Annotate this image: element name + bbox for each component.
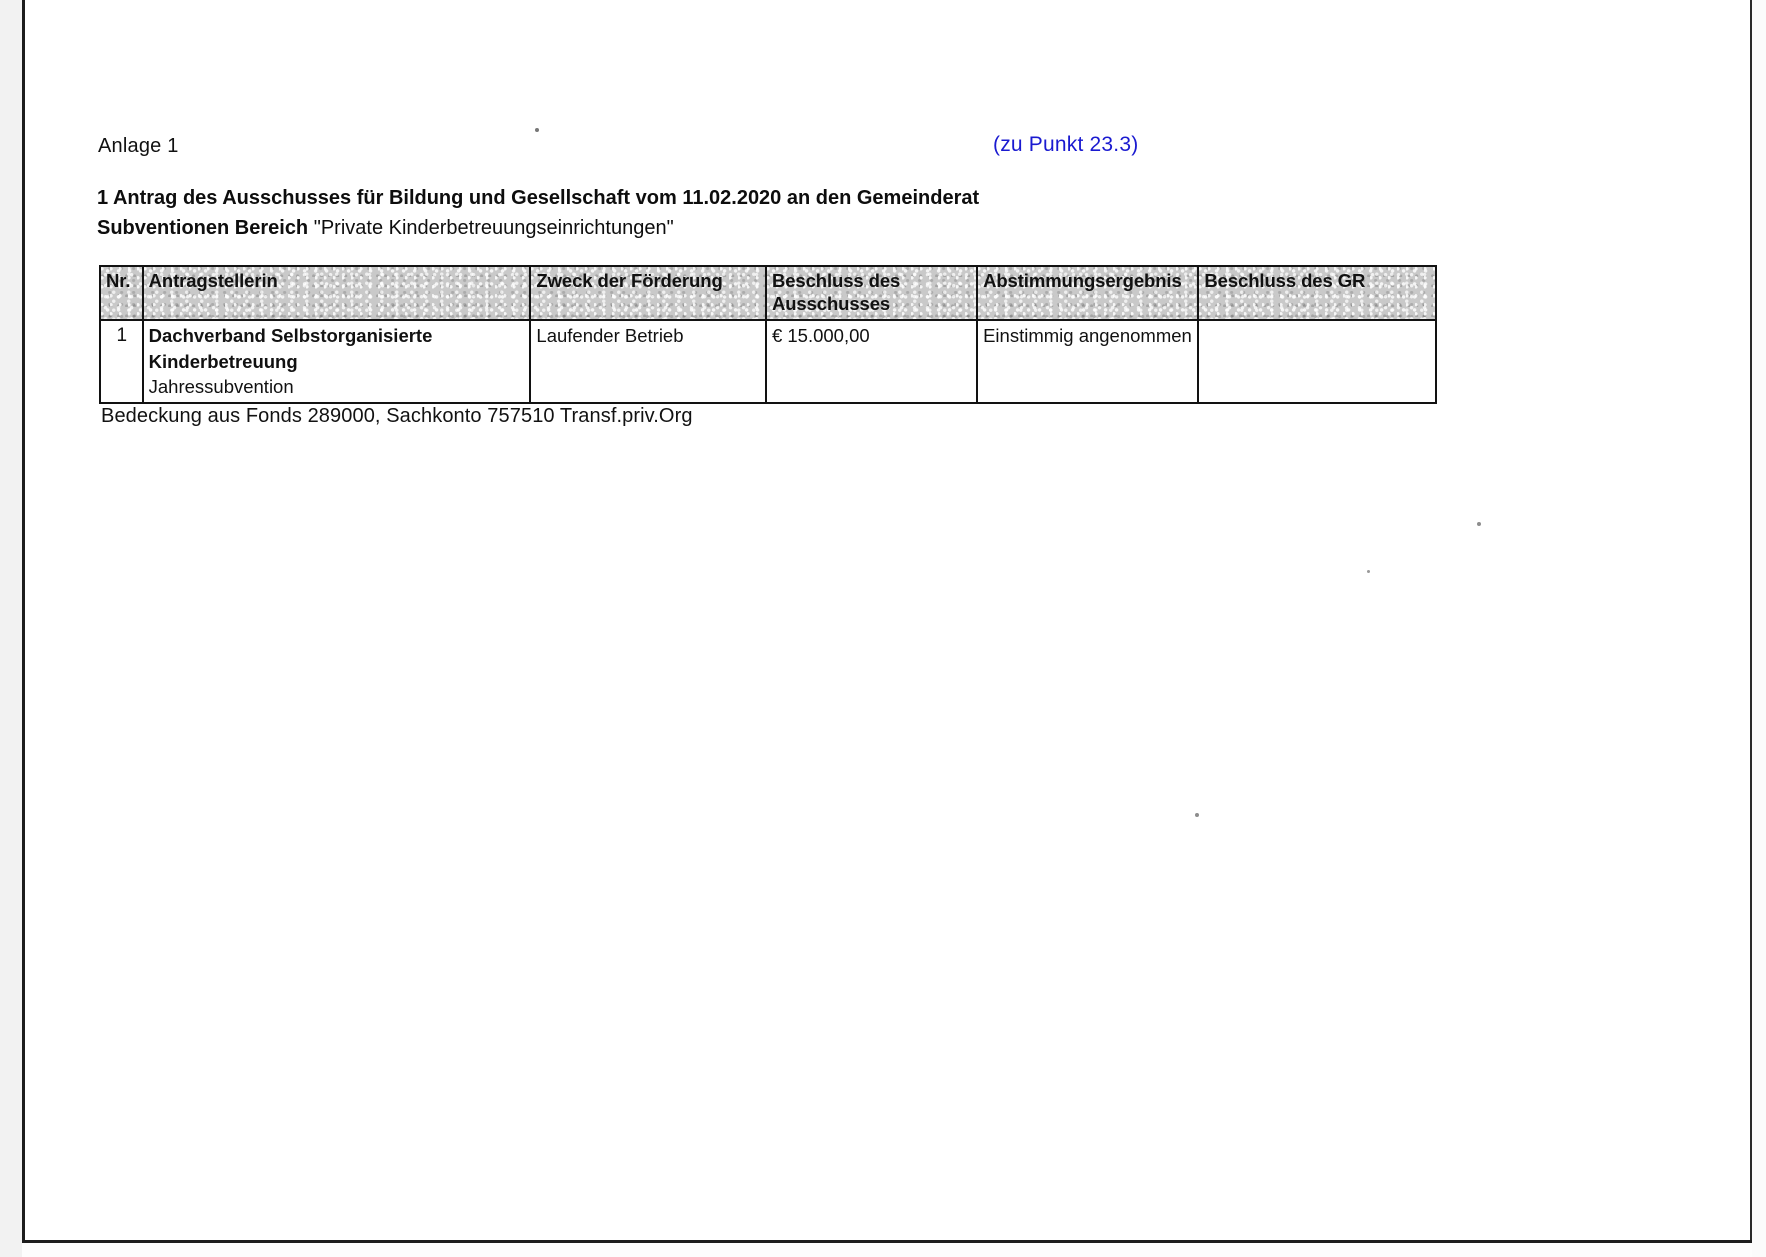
cell-applicant (143, 320, 531, 403)
scan-right-edge (1750, 0, 1766, 1257)
scan-speck (1477, 522, 1481, 526)
column-header-nr: Nr. (100, 266, 143, 320)
cell-nr: 1 (100, 320, 143, 403)
cell-applicant-detail: Jahressubvention (148, 376, 294, 397)
table-header-row (100, 266, 1436, 320)
document-heading (97, 185, 1297, 242)
heading-line-2-bold: Subventionen Bereich (97, 217, 314, 239)
column-header-vote-result: Abstimmungsergebnis (977, 266, 1198, 320)
scan-left-edge (0, 0, 25, 1257)
scan-bottom-edge (22, 1240, 1752, 1257)
cell-applicant-name: Dachverband Selbstorganisierte Kinderbetreuung (148, 325, 433, 372)
scan-speck (1195, 813, 1199, 817)
scan-speck (1367, 570, 1370, 573)
heading-line-2 (97, 215, 1297, 242)
cell-committee-decision: € 15.000,00 (766, 320, 977, 403)
table-row (100, 320, 1436, 403)
column-header-gr-decision: Beschluss des GR (1198, 266, 1436, 320)
cell-purpose: Laufender Betrieb (530, 320, 766, 403)
heading-line-2-rest: "Private Kinderbetreuungseinrichtungen" (313, 217, 674, 239)
cell-vote-result: Einstimmig angenommen (977, 320, 1198, 403)
agenda-reference: (zu Punkt 23.3) (993, 133, 1139, 156)
coverage-note: Bedeckung aus Fonds 289000, Sachkonto 757510 Transf.priv.Org (101, 405, 693, 427)
cell-gr-decision (1198, 320, 1436, 403)
subvention-table-wrapper (99, 265, 1439, 404)
column-header-applicant: Antragstellerin (143, 266, 531, 320)
subvention-table (99, 265, 1437, 404)
heading-line-1: 1 Antrag des Ausschusses für Bildung und Gesellschaft vom 11.02.2020 an den Gemeinderat (97, 187, 980, 209)
column-header-purpose: Zweck der Förderung (530, 266, 766, 320)
column-header-committee-decision: Beschluss des Ausschusses (766, 266, 977, 320)
scan-speck (535, 128, 539, 132)
document-sheet (25, 0, 1752, 1240)
attachment-label: Anlage 1 (98, 135, 179, 157)
